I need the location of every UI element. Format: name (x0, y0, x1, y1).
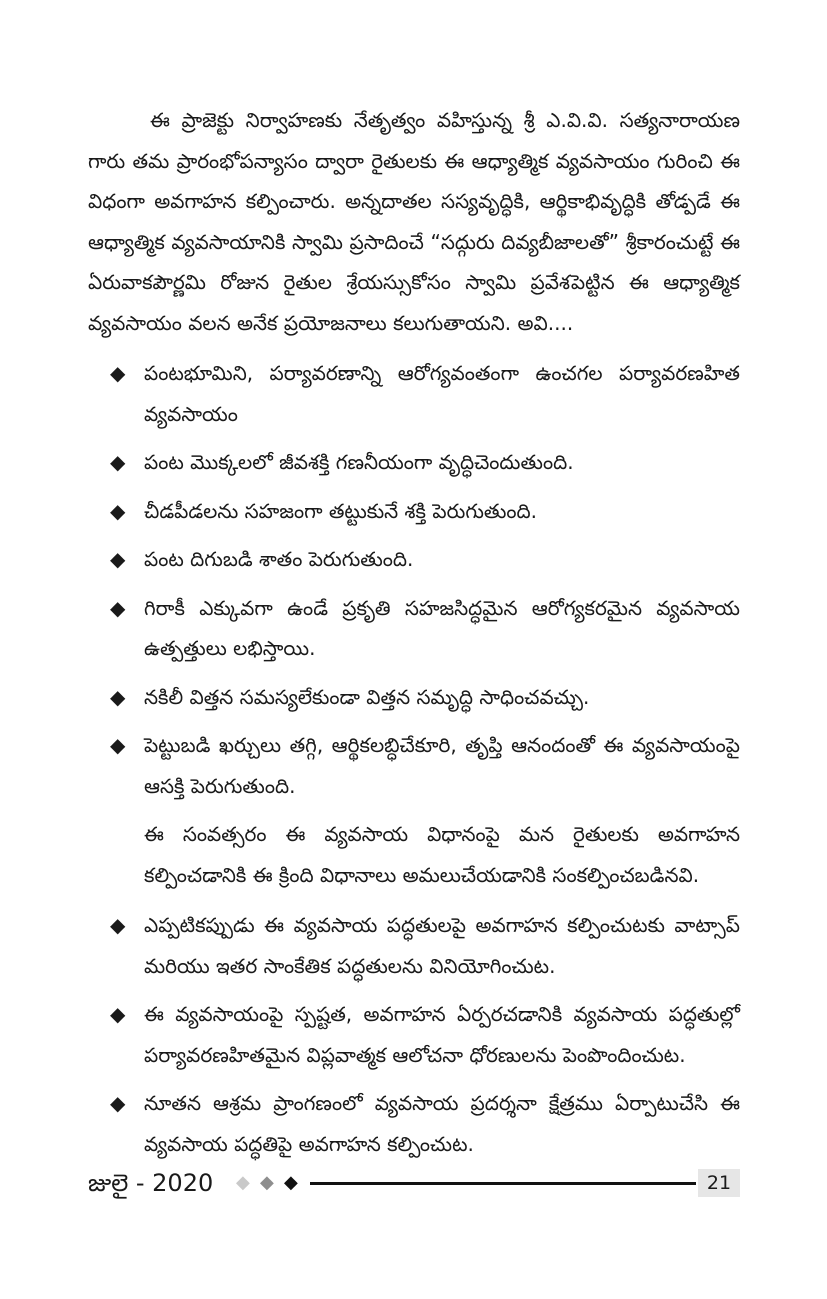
list-item-text: చీడపీడలను సహజంగా తట్టుకునే శక్తి పెరుగుతుంది. (144, 498, 538, 523)
list-item (88, 539, 740, 580)
list-item (88, 442, 740, 483)
list-item-text: గిరాకీ ఎక్కువగా ఉండే ప్రకృతి సహజసిద్ధమైన ఆరోగ్యకరమైన వ్యవసాయ ఉత్పత్తులు లభిస్తాయి. (144, 595, 740, 660)
list-item (88, 491, 740, 532)
light-diamond-icon: ◆ (236, 1172, 250, 1193)
issue-month-year: జులై - 2020 (88, 1169, 214, 1197)
page-number: 21 (698, 1169, 740, 1197)
list-item-text: పెట్టుబడి ఖర్చులు తగ్గి, ఆర్థికలబ్ధిచేకూరి, తృప్తి ఆనందంతో ఈ వ్యవసాయంపై ఆసక్తి పెరుగుతుంది. (144, 733, 740, 798)
list-item-text: పంట దిగుబడి శాతం పెరుగుతుంది. (144, 547, 414, 571)
diamond-bullet-icon: ◆ (110, 733, 126, 757)
diamond-bullet-icon: ◆ (110, 1091, 126, 1115)
diamond-bullet-icon: ◆ (110, 913, 126, 937)
benefits-list (88, 353, 740, 806)
article-body (88, 100, 740, 1172)
diamond-bullet-icon: ◆ (110, 1002, 126, 1026)
diamond-bullet-icon: ◆ (110, 450, 126, 474)
list-item (88, 994, 740, 1075)
medium-diamond-icon: ◆ (260, 1172, 274, 1193)
dark-diamond-icon: ◆ (284, 1172, 298, 1193)
list-item-text: ఈ వ్యవసాయంపై స్పష్టత, అవగాహన ఏర్పరచడానికి వ్యవసాయ పద్ధతుల్లో పర్యావరణహితమైన విప్లవాత్మక ఆలోచనా ధోరణులను పెంపొందించుట. (144, 1002, 740, 1067)
list-item (88, 353, 740, 434)
diamond-bullet-icon: ◆ (110, 547, 126, 571)
list-item (88, 725, 740, 806)
list-item-text: నకిలీ విత్తన సమస్యలేకుండా విత్తన సమృద్ధి సాధించవచ్చు. (144, 684, 590, 709)
list-item-text: ఎప్పటికప్పుడు ఈ వ్యవసాయ పద్ధతులపై అవగాహన కల్పించుటకు వాట్సాప్ మరియు ఇతర సాంకేతిక పద్ధతులను వినియోగించుట. (144, 913, 740, 978)
plans-list (88, 905, 740, 1164)
intro-paragraph: ఈ ప్రాజెక్టు నిర్వాహణకు నేతృత్వం వహిస్తున్న శ్రీ ఎ.వి.వి. సత్యనారాయణ గారు తమ ప్రారంభోపన్యాసం ద్వారా రైతులకు ఈ ఆధ్యాత్మిక వ్యవసాయం గురించి ఈ విధంగా అవగాహన కల్పించారు. అన్నదాతల సస్యవృద్ధికి, ఆర్థికాభివృద్ధికి తోడ్పడే ఈ ఆధ్యాత్మిక వ్యవసాయానికి స్వామి ప్రసాదించే “సద్గురు దివ్యబీజాలతో” శ్రీకారంచుట్టే ఈ ఏరువాకపౌర్ణమి రోజున రైతుల శ్రేయస్సుకోసం స్వామి ప్రవేశపెట్టిన ఈ ఆధ్యాత్మిక వ్యవసాయం వలన అనేక ప్రయోజనాలు కలుగుతాయని. అవి.... (88, 108, 740, 335)
diamond-bullet-icon: ◆ (110, 684, 126, 709)
diamond-bullet-icon: ◆ (110, 361, 126, 385)
footer-divider (310, 1182, 696, 1185)
page-footer (88, 1166, 740, 1200)
diamond-bullet-icon: ◆ (110, 498, 126, 523)
list-item (88, 588, 740, 669)
list-item (88, 1083, 740, 1164)
list-item (88, 677, 740, 718)
list-item (88, 905, 740, 986)
list-item-text: పంట మొక్కలలో జీవశక్తి గణనీయంగా వృద్ధిచెందుతుంది. (144, 450, 574, 474)
diamond-bullet-icon: ◆ (110, 595, 126, 620)
plan-paragraph: ఈ సంవత్సరం ఈ వ్యవసాయ విధానంపై మన రైతులకు అవగాహన కల్పించడానికి ఈ క్రింది విధానాలు అమలుచేయడానికి సంకల్పించబడినవి. (144, 822, 740, 887)
list-item-text: పంటభూమిని, పర్యావరణాన్ని ఆరోగ్యవంతంగా ఉంచగల పర్యావరణహిత వ్యవసాయం (144, 361, 740, 426)
list-item-text: నూతన ఆశ్రమ ప్రాంగణంలో వ్యవసాయ ప్రదర్శనా క్షేత్రము ఏర్పాటుచేసి ఈ వ్యవసాయ పద్ధతిపై అవగాహన కల్పించుట. (144, 1091, 740, 1156)
